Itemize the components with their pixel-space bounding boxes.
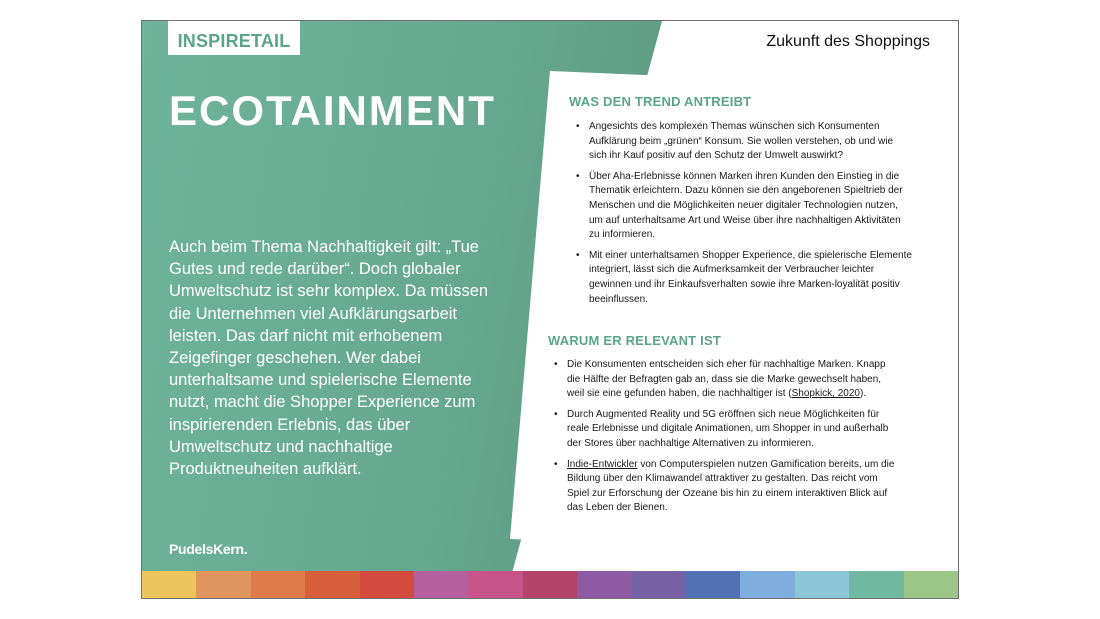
color-swatch	[849, 571, 903, 598]
color-swatch	[305, 571, 359, 598]
list-item: • Durch Augmented Reality und 5G eröffnen sich neue Möglichkeiten für reale Erlebnisse und digitale Animationen, um Shopper in und außerhalb der Stores über nachhaltige Alternativen zu informieren.	[551, 408, 901, 452]
color-swatch	[142, 571, 196, 598]
color-swatch	[523, 571, 577, 598]
pudelskern-logo: PudelsKern.	[169, 541, 248, 557]
color-swatch	[251, 571, 305, 598]
color-strip	[142, 571, 958, 598]
color-swatch	[196, 571, 250, 598]
color-swatch	[360, 571, 414, 598]
color-swatch	[468, 571, 522, 598]
bullet-text: Die Konsumenten entscheiden sich eher für nachhaltige Marken. Knapp die Hälfte der Befragten gab an, dass sie die Marke gewechselt haben, weil sie eine gefunden haben, die nachhaltiger ist (	[567, 359, 886, 400]
list-item: • Mit einer unterhaltsamen Shopper Experience, die spielerische Elemente integriert, lässt sich die Aufmerksamkeit der Verbraucher leichter gewinnen und ihr Einkaufsverhalten sowie ihre Marken-loyalität positiv beeinflussen.	[573, 249, 913, 307]
bullet-text: von Computerspielen nutzen Gamification bereits, um die Bildung über den Klimawandel attraktiver zu gestalten. Das reicht vom Spiel zur Erforschung der Ozeane bis hin zu einem interaktiven Blick auf das Leben der Bienen.	[567, 458, 895, 514]
color-swatch	[686, 571, 740, 598]
section-heading-drivers: WAS DEN TREND ANTREIBT	[569, 94, 752, 109]
brand-tag: INSPIRETAIL	[168, 21, 300, 55]
indie-developer-link[interactable]: Indie-Entwickler	[567, 458, 638, 470]
page-title: ECOTAINMENT	[169, 87, 496, 134]
list-item: • Über Aha-Erlebnisse können Marken ihren Kunden den Einstieg in die Thematik erleichtern. Dazu können sie den angeborenen Spieltrieb der Menschen und die Möglichkeiten neuer digitaler Technologien nutzen, um auf unterhaltsame Art und Weise über ihre nachhaltigen Aktivitäten zu informieren.	[573, 170, 913, 243]
color-swatch	[740, 571, 794, 598]
relevance-list	[551, 358, 901, 522]
section-heading-relevance: WARUM ER RELEVANT IST	[548, 333, 721, 348]
color-swatch	[904, 571, 958, 598]
color-swatch	[414, 571, 468, 598]
color-swatch	[795, 571, 849, 598]
list-item	[551, 358, 901, 402]
bullet-text-end: ).	[860, 388, 867, 400]
color-swatch	[577, 571, 631, 598]
color-swatch	[632, 571, 686, 598]
series-title: Zukunft des Shoppings	[766, 33, 930, 50]
drivers-list	[573, 120, 913, 313]
list-item	[551, 458, 901, 516]
list-item: • Angesichts des komplexen Themas wünschen sich Konsumenten Aufklärung beim „grünen“ Konsum. Sie wollen verstehen, ob und wie sich ihr Kauf positiv auf den Schutz der Umwelt auswirkt?	[573, 120, 913, 164]
slide	[141, 20, 959, 599]
shopkick-source-link[interactable]: Shopkick, 2020	[791, 388, 860, 400]
intro-text: Auch beim Thema Nachhaltigkeit gilt: „Tue Gutes und rede darüber“. Doch globaler Umweltschutz ist sehr komplex. Da müssen die Unternehmen viel Aufklärungsarbeit leisten. Das darf nicht mit erhobenem Zeigefinger geschehen. Wer dabei unterhaltsame und spielerische Elemente nutzt, macht die Shopper Experience zum inspirierenden Erlebnis, das über Umweltschutz und nachhaltige Produktneuheiten aufklärt.	[169, 238, 489, 479]
